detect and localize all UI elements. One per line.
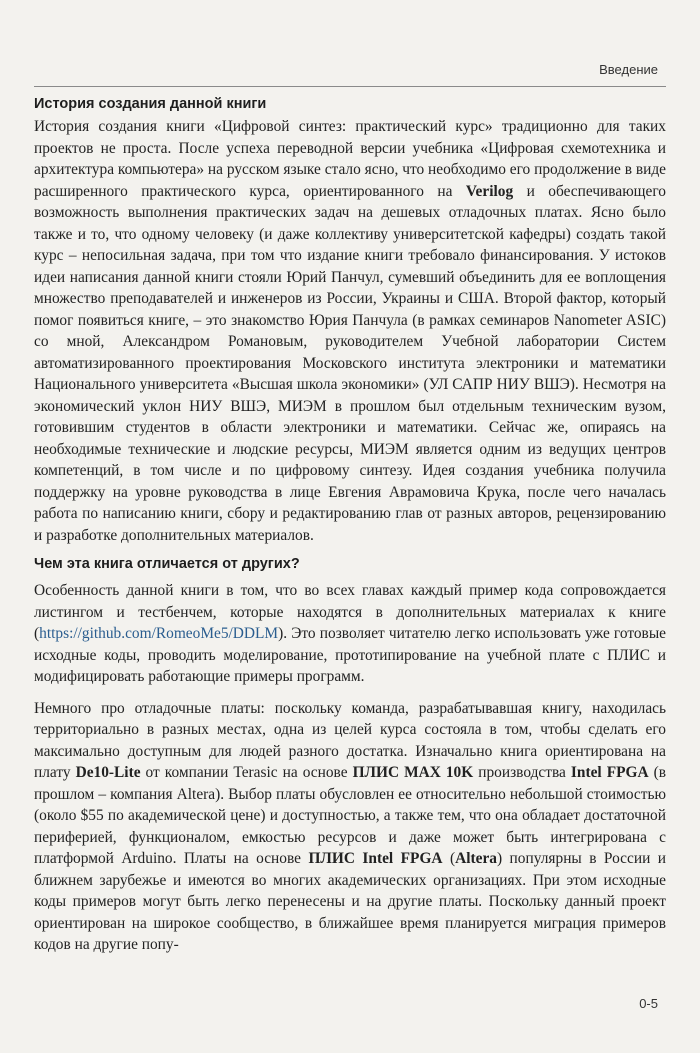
bold-term: Intel FPGA — [570, 764, 649, 781]
bold-term: Altera — [455, 850, 497, 867]
github-link[interactable]: https://github.com/RomeoMe5/DDLM — [39, 625, 279, 642]
bold-term: De10-Lite — [75, 764, 141, 781]
bold-term: ПЛИС MAX 10K — [352, 764, 474, 781]
section-heading-history: История создания данной книги — [34, 96, 267, 112]
text-run: ( — [442, 850, 456, 867]
header-rule — [34, 86, 666, 87]
page-body — [34, 96, 666, 956]
text-run: и обеспечивающего возможность выполнения практических задач на дешевых отладочных платах. Ясно было также и то, что одному человеку (и даже коллективу университетской кафедры) создать такой курс – непосильная задача, при том что издание книги требовало финансирования. У истоков идеи написания данной книги стояли Юрий Панчул, сумевший объединить для ее воплощения множество преподавателей и инженеров из России, Украины и США. Второй фактор, который помог появиться книге, – это знакомство Юрия Панчула (в рамках семинаров Nanometer ASIC) со мной, Александром Романовым, руководителем Учебной лаборатории Систем автоматизированного проектирования Московского института электроники и математики Национального университета «Высшая школа экономики» (УЛ САПР НИУ ВШЭ). Несмотря на экономический уклон НИУ ВШЭ, МИЭМ в прошлом был отдельным техническим вузом, готовившим студентов в области электроники и математики. Сейчас же, опираясь на необходимые технические и людские ресурсы, МИЭМ является одним из ведущих центров компетенций, в том числе и по цифровому синтезу. Идея создания учебника получила поддержку на уровне руководства в лице Евгения Аврамовича Крука, после чего началась работа по написанию книги, сбору и редактированию глав от разных авторов, рецензированию и разработке дополнительных материалов. — [34, 182, 666, 544]
text-run: производства — [473, 764, 571, 781]
bold-term: Verilog — [465, 182, 514, 200]
paragraph-listings — [34, 580, 666, 688]
paragraph-history — [34, 116, 666, 546]
text-run: от компании Terasic на основе — [140, 764, 353, 781]
bold-term: ПЛИС Intel FPGA — [308, 850, 443, 867]
page-number: 0-5 — [639, 996, 658, 1011]
text-run: Немного про отладочные платы: поскольку команда, разрабатывавшая книгу, находилась территориально в разных местах, одна из целей курса состояла в том, чтобы сделать его максимально доступным для людей разного достатка. Изначально книга ориентирована на плату — [34, 699, 666, 781]
text-run: ). Это позволяет читателю легко использовать уже готовые исходные коды, проводить моделирование, прототипирование на учебной плате с ПЛИС и модифицировать работающие примеры программ. — [34, 625, 666, 685]
section-heading-differences: Чем эта книга отличается от других? — [34, 556, 300, 572]
text-run: (в прошлом – компания Altera). Выбор платы обусловлен ее относительно небольшой стоимостью (около $55 по академической цене) и доступностью, а также тем, что она обладает достаточной периферией, функционалом, емкостью ресурсов и даже может быть интегрирована с платформой Arduino. Платы на основе — [34, 764, 666, 867]
text-run: ) популярны в России и ближнем зарубежье и имеются во многих академических организациях. При этом исходные коды примеров могут быть легко перенесены и на другие платы. Поскольку данный проект ориентирован на широкое сообщество, в ближайшее время планируется миграция примеров кодов на другие попу- — [34, 850, 666, 953]
text-run: Особенность данной книги в том, что во всех главах каждый пример кода сопровождается листингом и тестбенчем, которые находятся в дополнительных материалах к книге ( — [34, 582, 666, 642]
running-title: Введение — [599, 62, 658, 77]
text-run: История создания книги «Цифровой синтез: практический курс» традиционно для таких проектов не проста. После успеха переводной версии учебника «Цифровая схемотехника и архитектура компьютера» на русском языке стало ясно, что необходимо его продолжение в виде расширенного практического курса, ориентированного на — [34, 118, 666, 200]
paragraph-boards — [34, 698, 666, 956]
